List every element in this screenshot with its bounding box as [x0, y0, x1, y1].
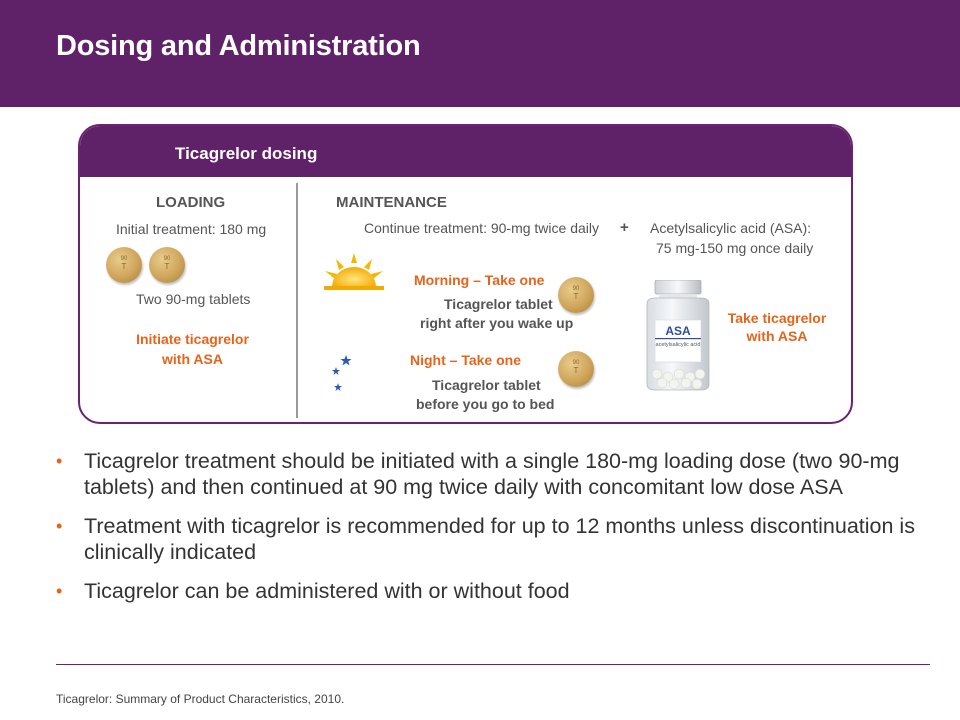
night-line1: Ticagrelor tablet	[432, 377, 541, 393]
moon-icon	[326, 325, 384, 405]
bullet-text: Ticagrelor treatment should be initiated with a single 180-mg loading dose (two 90-mg tablets) and then continued at 90 mg twice daily with concomitant low dose ASA	[84, 449, 900, 499]
bullet-item	[56, 578, 926, 604]
bullet-item	[56, 448, 926, 500]
morning-line2: right after you wake up	[420, 315, 574, 331]
loading-tablets-text: Two 90-mg tablets	[136, 291, 251, 307]
loading-note-line2: with ASA	[162, 351, 223, 367]
sun-icon	[322, 251, 386, 291]
slide-header	[0, 0, 960, 107]
svg-text:T: T	[121, 262, 127, 271]
svg-text:T: T	[573, 366, 579, 375]
svg-text:T: T	[164, 262, 170, 271]
slide-title: Dosing and Administration	[56, 30, 421, 62]
svg-text:90: 90	[163, 256, 171, 262]
maintenance-heading: MAINTENANCE	[336, 194, 447, 211]
bottle-label: ASA	[665, 324, 691, 338]
take-with-asa-line2: with ASA	[746, 328, 808, 344]
svg-text:90: 90	[120, 256, 128, 262]
tablet-icon	[149, 247, 185, 283]
take-with-asa-line1: Take ticagrelor	[727, 310, 827, 326]
svg-text:90: 90	[572, 286, 580, 292]
bullet-text: Ticagrelor can be administered with or without food	[84, 579, 570, 603]
tablet-icon	[558, 351, 594, 387]
loading-heading: LOADING	[156, 194, 226, 211]
dosing-panel	[78, 124, 853, 424]
night-line2: before you go to bed	[416, 396, 555, 412]
morning-label: Morning – Take one	[414, 272, 545, 288]
bullet-icon: •	[56, 451, 63, 471]
footer-rule	[56, 664, 930, 665]
panel-title: Ticagrelor dosing	[175, 144, 318, 163]
svg-text:T: T	[573, 292, 579, 301]
bullet-text: Treatment with ticagrelor is recommended for up to 12 months unless discontinuation is clinically indicated	[84, 514, 915, 564]
morning-line1: Ticagrelor tablet	[444, 296, 553, 312]
loading-note-line1: Initiate ticagrelor	[136, 331, 249, 347]
column-divider	[296, 183, 298, 418]
asa-dose-line1: Acetylsalicylic acid (ASA):	[650, 220, 812, 236]
tablet-icon	[558, 277, 594, 313]
plus-sign: +	[620, 219, 629, 236]
bullet-icon: •	[56, 581, 63, 601]
asa-dose-line2: 75 mg-150 mg once daily	[656, 240, 814, 256]
bottle-sublabel: acetylsalicylic acid	[655, 342, 701, 348]
panel-header	[80, 126, 851, 177]
svg-text:90: 90	[572, 360, 580, 366]
bullet-icon: •	[56, 516, 63, 536]
asa-bottle-icon	[641, 280, 715, 392]
reference-footnote: Ticagrelor: Summary of Product Characteristics, 2010.	[56, 692, 345, 706]
bullet-item	[56, 513, 926, 565]
loading-initial-text: Initial treatment: 180 mg	[116, 221, 267, 237]
bullet-list	[56, 448, 926, 617]
night-label: Night – Take one	[410, 352, 521, 368]
tablet-icon	[106, 247, 142, 283]
maintenance-continue-text: Continue treatment: 90-mg twice daily	[364, 220, 599, 236]
